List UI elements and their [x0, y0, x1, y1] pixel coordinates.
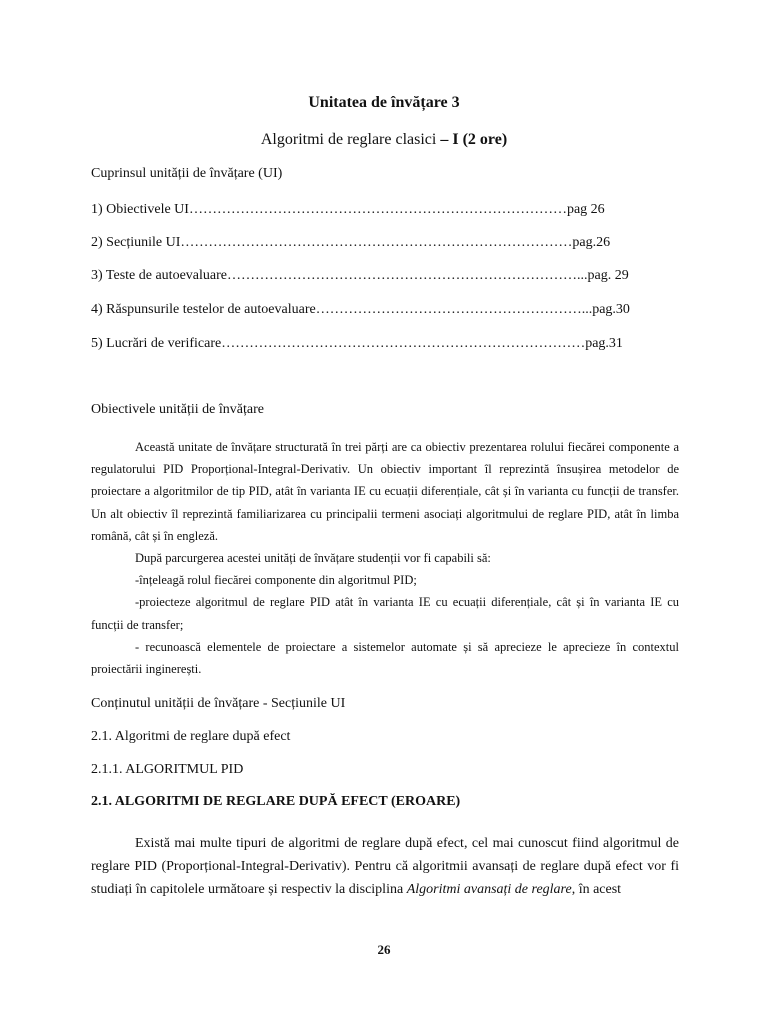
subsubsection-heading: 2.1.1. ALGORITMUL PID — [91, 762, 244, 777]
toc-item-label: 5) Lucrări de verificare — [91, 336, 222, 351]
unit-subtitle — [0, 131, 768, 149]
toc-item-page: pag. 29 — [587, 268, 629, 283]
objectives-heading: Obiectivele unității de învățare — [91, 402, 264, 417]
toc-item — [91, 336, 691, 352]
toc-item-page: pag.26 — [572, 235, 611, 250]
toc-item-dots: …………………………………………………………………… — [221, 336, 586, 351]
body-text-end: , în acest — [571, 882, 622, 897]
section-paragraph — [91, 832, 679, 901]
toc-item-dots: …………………………………………………………………... — [226, 268, 588, 283]
objective-item: -înțeleagă rolul fiecărei componente din algoritmul PID; — [135, 573, 417, 588]
toc-item-dots: ……………………………………………………………………… — [188, 202, 567, 217]
course-name: Algoritmi avansați de reglare — [406, 882, 572, 897]
body-text-start: Există mai multe tipuri de algoritmi de reglare după efect, cel mai cunoscut fiind algoritmul de reglare PID (Proporțional-Integral-Derivativ). Pentru că algoritmii avansați de reglare după efect vor fi studiați în capitolele următoare și respectiv la disciplina — [91, 836, 679, 897]
objectives-body — [91, 436, 679, 680]
content-heading: Conținutul unității de învățare - Secțiunile UI — [91, 696, 346, 711]
toc-item — [91, 268, 691, 284]
subsection-heading: 2.1. Algoritmi de reglare după efect — [91, 729, 291, 744]
toc-item — [91, 235, 691, 251]
section-title: 2.1. ALGORITMI DE REGLARE DUPĂ EFECT (EROARE) — [91, 794, 461, 809]
toc-item-page: pag 26 — [566, 202, 605, 217]
subtitle-duration: – I (2 ore) — [440, 131, 508, 148]
toc-item-label: 1) Obiectivele UI — [91, 202, 189, 217]
section-body — [91, 832, 679, 901]
toc-item — [91, 202, 691, 218]
page-number: 26 — [377, 942, 391, 957]
toc-item-page: pag.31 — [585, 336, 623, 351]
toc-item-page: pag.30 — [592, 302, 630, 317]
objective-item: -proiecteze algoritmul de reglare PID atât în varianta IE cu ecuații diferențiale, cât și în varianta IE cu funcții de transfer; — [91, 595, 679, 632]
unit-title: Unitatea de învățare 3 — [308, 94, 460, 111]
toc-item-label: 3) Teste de autoevaluare — [91, 268, 227, 283]
toc-item-dots: …………………………………………………... — [315, 302, 593, 317]
toc-item-label: 2) Secțiunile UI — [91, 235, 181, 250]
toc-item-label: 4) Răspunsurile testelor de autoevaluare — [91, 302, 316, 317]
subtitle-text: Algoritmi de reglare clasici — [260, 131, 441, 148]
objectives-intro: După parcurgerea acestei unități de învățare studenții vor fi capabili să: — [135, 551, 491, 566]
toc-item — [91, 302, 691, 318]
objective-item: - recunoască elementele de proiectare a sistemelor automate și să aprecieze le aprecieze în contextul proiectării inginerești. — [91, 639, 679, 677]
toc-item-dots: ………………………………………………………………………… — [180, 235, 573, 250]
toc-heading: Cuprinsul unității de învățare (UI) — [91, 166, 283, 181]
objectives-paragraph: Această unitate de învățare structurată în trei părți are ca obiectiv prezentarea rolului fiecărei componente a regulatorului PID Proporțional-Integral-Derivativ. Un obiectiv important îl reprezintă însușirea metodelor de proiectare a algoritmilor de tip PID, atât în varianta IE cu ecuații diferențiale, cât și în varianta cu funcții de transfer. Un alt obiectiv îl reprezintă familiarizarea cu principalii termeni asociați algoritmului de reglare PID, atât în limba română, cât și în engleză. — [91, 440, 679, 543]
